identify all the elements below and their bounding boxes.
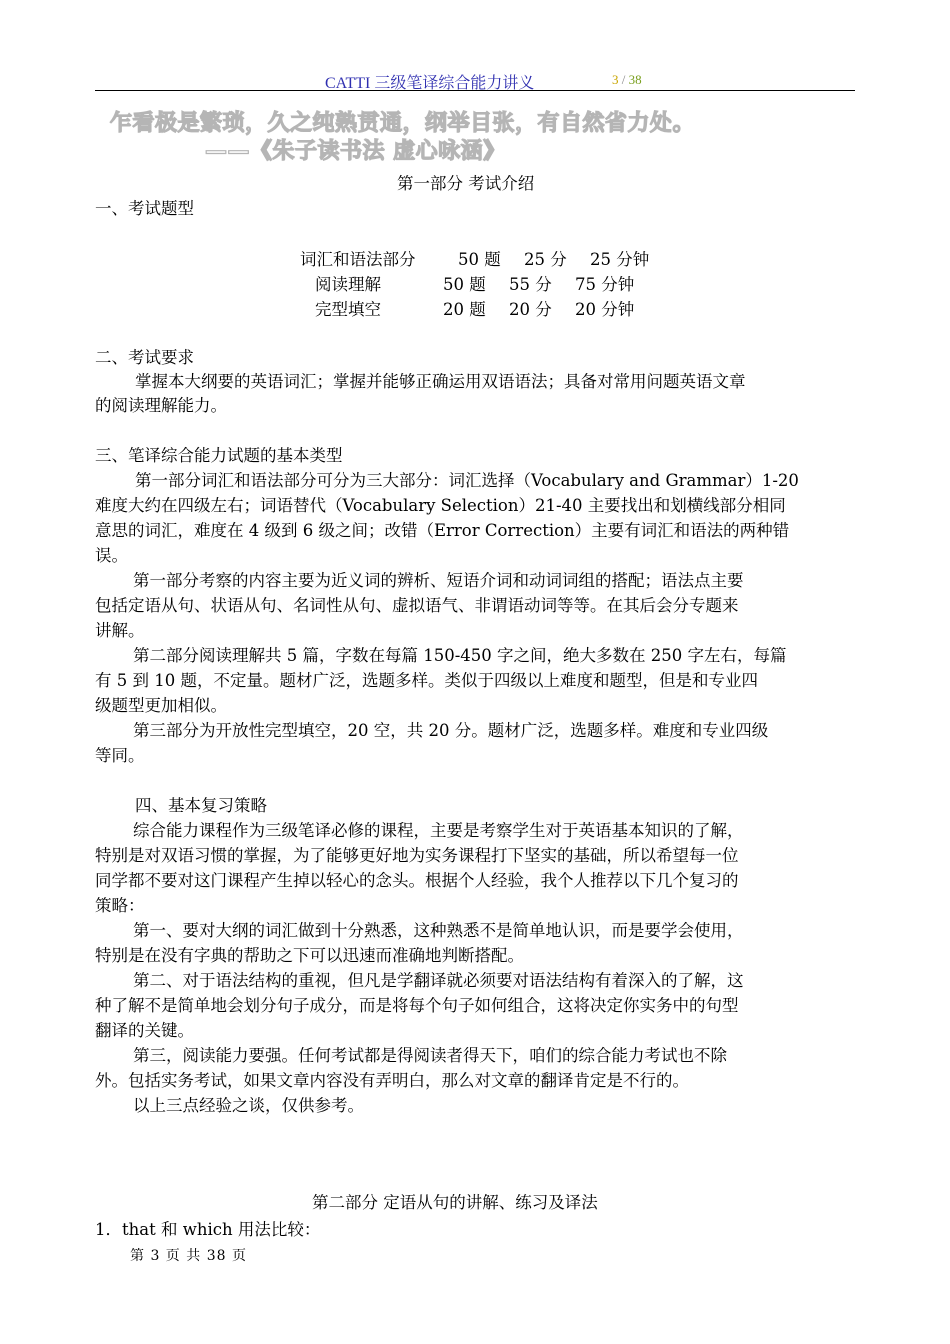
section4-line: 以上三点经验之谈，仅供参考。 — [133, 1096, 364, 1115]
section2-line: 的阅读理解能力。 — [95, 396, 227, 415]
exam-row-count: 50 题 — [443, 275, 486, 294]
header-page-total: 38 — [628, 72, 642, 87]
exam-row-time: 20 分钟 — [575, 300, 635, 319]
exam-row-count: 50 题 — [458, 250, 501, 269]
quote-line-1: 乍看极是繁琐，久之纯熟贯通，纲举目张，有自然省力处。 — [110, 111, 696, 136]
exam-row-time: 75 分钟 — [575, 275, 635, 294]
exam-row-name: 词汇和语法部分 — [300, 250, 416, 269]
section4-line: 第一、要对大纲的词汇做到十分熟悉，这种熟悉不是简单地认识，而是要学会使用， — [133, 921, 744, 940]
section3-line: 第一部分考察的内容主要为近义词的辨析、短语介词和动词词组的搭配；语法点主要 — [133, 571, 744, 590]
section4-line: 综合能力课程作为三级笔译必修的课程，主要是考察学生对于英语基本知识的了解， — [133, 821, 744, 840]
section3-line: 讲解。 — [95, 621, 145, 640]
section2-heading: 二、考试要求 — [95, 348, 194, 367]
header-page-current: 3 — [612, 72, 619, 87]
section3-line: 等同。 — [95, 746, 145, 765]
section3-line: 意思的词汇，难度在 4 级到 6 级之间；改错（Error Correction）主要有词汇和语法的两种错 — [95, 521, 790, 540]
header-title: CATTI 三级笔译综合能力讲义 — [325, 75, 535, 92]
part1-title: 第一部分 考试介绍 — [397, 174, 535, 193]
section4-line: 翻译的关键。 — [95, 1021, 194, 1040]
section3-line: 难度大约在四级左右；词语替代（Vocabulary Selection）21-40 主要找出和划横线部分相同 — [95, 496, 786, 515]
exam-row-score: 55 分 — [509, 275, 552, 294]
exam-row-count: 20 题 — [443, 300, 486, 319]
section3-line: 第二部分阅读理解共 5 篇，字数在每篇 150-450 字之间，绝大多数在 250 字左右，每篇 — [133, 646, 787, 665]
section3-line: 第一部分词汇和语法部分可分为三大部分：词汇选择（Vocabulary and Grammar）1-20 — [135, 471, 799, 490]
section4-heading: 四、基本复习策略 — [135, 796, 267, 815]
exam-row-score: 20 分 — [509, 300, 552, 319]
section4-line: 外。包括实务考试，如果文章内容没有弄明白，那么对文章的翻译肯定是不行的。 — [95, 1071, 689, 1090]
section3-line: 包括定语从句、状语从句、名词性从句、虚拟语气、非谓语动词等等。在其后会分专题来 — [95, 596, 739, 615]
page-footer: 第 3 页 共 38 页 — [130, 1248, 247, 1264]
section4-line: 同学都不要对这门课程产生掉以轻心的念头。根据个人经验，我个人推荐以下几个复习的 — [95, 871, 739, 890]
section4-line: 种了解不是简单地会划分句子成分，而是将每个句子如何组合，这将决定你实务中的句型 — [95, 996, 739, 1015]
section3-line: 级题型更加相似。 — [95, 696, 227, 715]
header-page-number — [612, 72, 642, 88]
section3-line: 第三部分为开放性完型填空，20 空，共 20 分。题材广泛，选题多样。难度和专业四级 — [133, 721, 769, 740]
part2-title: 第二部分 定语从句的讲解、练习及译法 — [312, 1193, 598, 1212]
section4-line: 特别是在没有字典的帮助之下可以迅速而准确地判断搭配。 — [95, 946, 524, 965]
header-page-sep: / — [621, 72, 626, 87]
section4-line: 特别是对双语习惯的掌握，为了能够更好地为实务课程打下坚实的基础，所以希望每一位 — [95, 846, 739, 865]
exam-row-name: 阅读理解 — [315, 275, 381, 294]
exam-row-name: 完型填空 — [315, 300, 381, 319]
exam-row-time: 25 分钟 — [590, 250, 650, 269]
section3-line: 误。 — [95, 546, 128, 565]
quote-line-2: ——《朱子读书法 虚心咏涵》 — [205, 139, 506, 164]
section1-heading: 一、考试题型 — [95, 199, 194, 218]
section4-line: 第二、对于语法结构的重视，但凡是学翻译就必须要对语法结构有着深入的了解，这 — [133, 971, 744, 990]
part2-item-1: 1．that 和 which 用法比较： — [95, 1220, 321, 1239]
page-header — [95, 66, 855, 91]
section3-line: 有 5 到 10 题，不定量。题材广泛，选题多样。类似于四级以上难度和题型，但是和专业四 — [95, 671, 758, 690]
section3-heading: 三、笔译综合能力试题的基本类型 — [95, 446, 343, 465]
section4-line: 第三，阅读能力要强。任何考试都是得阅读者得天下，咱们的综合能力考试也不除 — [133, 1046, 727, 1065]
section4-line: 策略： — [95, 896, 145, 915]
exam-row-score: 25 分 — [524, 250, 567, 269]
section2-line: 掌握本大纲要的英语词汇；掌握并能够正确运用双语语法；具备对常用问题英语文章 — [135, 372, 746, 391]
